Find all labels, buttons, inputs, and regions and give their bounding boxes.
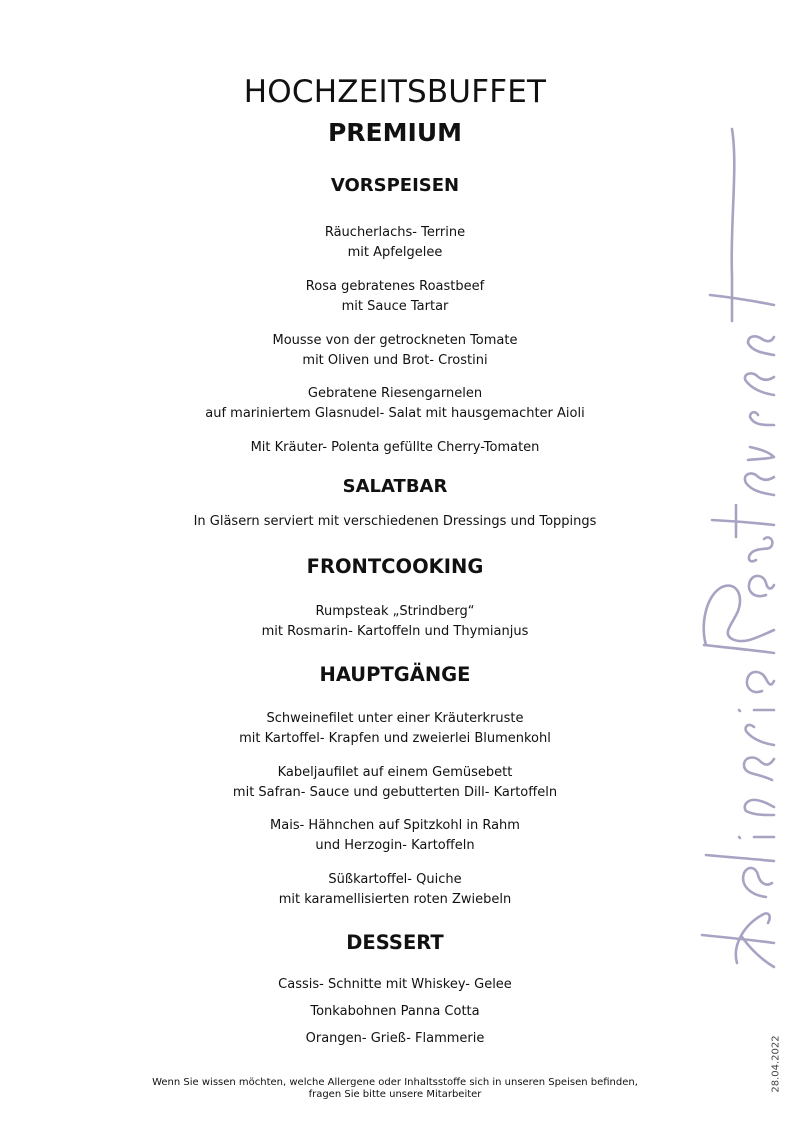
dish-item [0,816,790,856]
dish-description: mit Oliven und Brot- Crostini [302,353,488,368]
dish-name: Schweinefilet unter einer Kräuterkruste [266,711,524,726]
dish-description: mit Safran- Sauce und gebutterten Dill- Kartoffeln [232,785,558,800]
print-date: 28.04.2022 [770,1035,782,1093]
dish-name: Mousse von der getrockneten Tomate [272,333,518,348]
dish-name: Tonkabohnen Panna Cotta [310,1004,480,1019]
section-heading-frontcooking: FRONTCOOKING [306,555,484,578]
page-subtitle: PREMIUM [327,118,462,147]
dish-name: Cassis- Schnitte mit Whiskey- Gelee [278,977,512,992]
dish-name: Mit Kräuter- Polenta gefüllte Cherry-Tomaten [250,440,540,455]
page-title: HOCHZEITSBUFFET [243,74,547,110]
dish-item [0,602,790,642]
allergen-notice [0,1077,790,1100]
dish-item [0,438,790,458]
dish-name: Rumpsteak „Strindberg“ [315,604,475,619]
section-heading-dessert: DESSERT [346,931,444,954]
dish-item [0,709,790,749]
dish-item [0,384,790,424]
dish-description: mit Sauce Tartar [341,299,449,314]
section-heading-vorspeisen: VORSPEISEN [330,175,460,196]
section-heading-salatbar: SALATBAR [342,476,448,497]
dish-item [0,512,790,532]
section-heading-hauptgaenge: HAUPTGÄNGE [319,663,471,686]
dish-description: und Herzogin- Kartoffeln [315,838,475,853]
allergen-notice-line: Wenn Sie wissen möchten, welche Allergene oder Inhaltsstoffe sich in unseren Speisen befinden, [152,1077,638,1088]
dish-item [0,277,790,317]
dish-name: Rosa gebratenes Roastbeef [305,279,485,294]
allergen-notice-line: fragen Sie bitte unsere Mitarbeiter [308,1088,482,1100]
dish-item [0,975,790,995]
dish-name: Räucherlachs- Terrine [324,225,466,240]
dish-name: Süßkartoffel- Quiche [328,872,462,887]
dish-description: mit Apfelgelee [347,245,443,260]
dish-name: In Gläsern serviert mit verschiedenen Dressings und Toppings [193,514,597,529]
dish-item [0,763,790,803]
dish-name: Gebratene Riesengarnelen [307,386,483,401]
dish-description: mit Kartoffel- Krapfen und zweierlei Blumenkohl [239,731,551,746]
dish-item [0,331,790,371]
dish-description: auf mariniertem Glasnudel- Salat mit hausgemachter Aioli [205,406,585,421]
dish-name: Orangen- Grieß- Flammerie [305,1031,485,1046]
dish-name: Kabeljaufilet auf einem Gemüsebett [277,765,513,780]
dish-name: Mais- Hähnchen auf Spitzkohl in Rahm [270,818,520,833]
dish-item [0,223,790,263]
dish-item [0,1002,790,1022]
dish-item [0,870,790,910]
dish-description: mit karamellisierten roten Zwiebeln [278,892,512,907]
dish-item [0,1029,790,1049]
dish-description: mit Rosmarin- Kartoffeln und Thymianjus [261,624,529,639]
signature-logo [692,125,782,970]
